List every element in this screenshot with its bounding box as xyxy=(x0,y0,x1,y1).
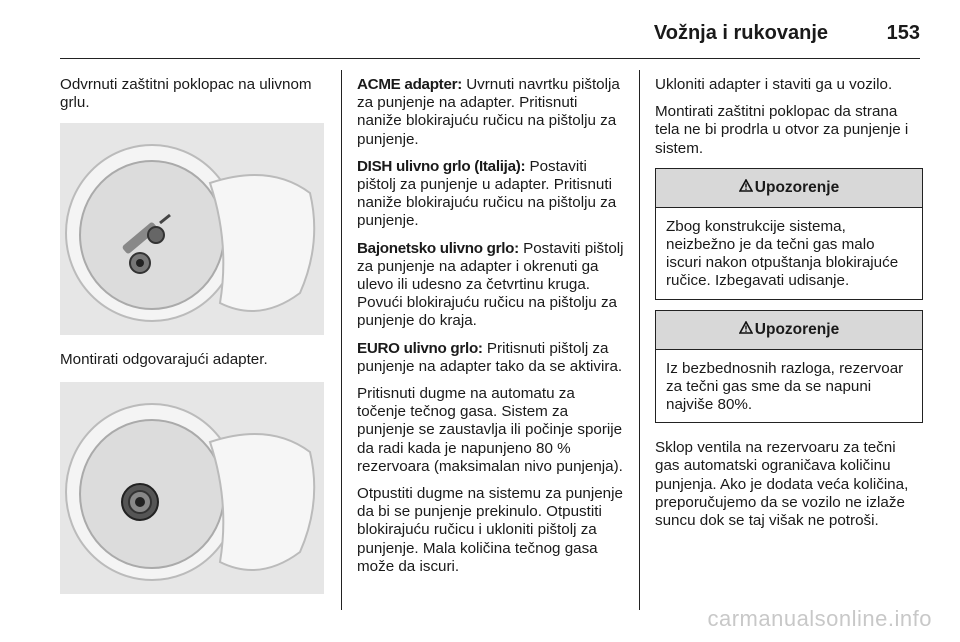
paragraph: Odvrnuti zaštitni poklopac na ulivnom grlu. xyxy=(60,76,312,112)
warning-header xyxy=(656,169,922,208)
column-2 xyxy=(357,76,625,585)
warning-triangle-icon xyxy=(739,179,753,197)
column-divider xyxy=(639,70,640,610)
paragraph: Montirati odgovarajući adapter. xyxy=(60,351,268,369)
paragraph-euro xyxy=(357,340,625,376)
column-1 xyxy=(60,76,326,610)
text-bayonet: Postaviti pištolj za punjenje na adapter i okrenuti ga ulevo ili udesno za četvrtinu kruga. Povući blokirajuću ručicu na pištolju za punjenje do kraja. xyxy=(357,239,624,330)
page-header xyxy=(60,18,920,59)
paragraph: Otpustiti dugme na sistemu za punjenje da bi se punjenje prekinulo. Otpustiti blokirajuću ručicu i ukloniti pištolj za punjenje. Mala količina tečnog gasa može da iscuri. xyxy=(357,485,623,575)
column-divider xyxy=(341,70,342,610)
text-dish: Postaviti pištolj za punjenje u adapter. Pritisnuti naniže blokirajuću ručicu na pištolju za punjenje. xyxy=(357,157,617,230)
paragraph-bayonet xyxy=(357,240,625,331)
warning-title: Upozorenje xyxy=(754,320,840,338)
chapter-title: Vožnja i rukovanje xyxy=(653,22,828,44)
paragraph: Sklop ventila na rezervoaru za tečni gas automatski ograničava količinu punjenja. Ako je dodata veća količina, preporučujemo da se vozilo ne izlaže suncu dok se taj višak ne potroši. xyxy=(655,439,909,530)
text-acme: Uvrnuti navrtku pištolja za punjenje na adapter. Pritisnuti naniže blokirajuću ručicu na pištolju za punjenje. xyxy=(357,76,620,148)
paragraph-dish xyxy=(357,158,625,231)
warning-box xyxy=(655,310,923,424)
warning-title: Upozorenje xyxy=(754,178,840,196)
warning-header xyxy=(656,311,922,350)
watermark: carmanualsonline.info xyxy=(707,606,932,631)
label-bayonet: Bajonetsko ulivno grlo: xyxy=(357,239,519,257)
paragraph: Ukloniti adapter i staviti ga u vozilo. xyxy=(655,76,893,93)
warning-box xyxy=(655,168,923,300)
warning-text: Iz bezbednosnih razloga, rezervoar za tečni gas sme da se napuni najviše 80%. xyxy=(666,359,904,414)
label-euro: EURO ulivno grlo: xyxy=(357,339,483,357)
text-euro: Pritisnuti pištolj za punjenje na adapter tako da se aktivira. xyxy=(357,339,623,375)
column-3 xyxy=(655,76,923,539)
page-number: 153 xyxy=(886,22,920,44)
warning-triangle-icon xyxy=(739,321,753,339)
fuel-cap-open-illustration xyxy=(60,123,324,335)
paragraph-acme xyxy=(357,76,625,149)
paragraph: Montirati zaštitni poklopac da strana tela ne bi prodrla u otvor za punjenje i sistem. xyxy=(655,103,909,157)
label-acme: ACME adapter: xyxy=(357,76,462,93)
adapter-mounted-illustration xyxy=(60,382,324,594)
paragraph: Pritisnuti dugme na automatu za točenje tečnog gasa. Sistem za punjenje se zaustavlja ili počinje sporije da radi kada je napunjeno 80 % rezervoara (maksimalan nivo punjenja). xyxy=(357,385,623,475)
label-dish: DISH ulivno grlo (Italija): xyxy=(357,157,526,175)
warning-text: Zbog konstrukcije sistema, neizbežno je da tečni gas malo iscuri nakon otpuštanja blokirajuće ručice. Izbegavati udisanje. xyxy=(666,217,899,290)
